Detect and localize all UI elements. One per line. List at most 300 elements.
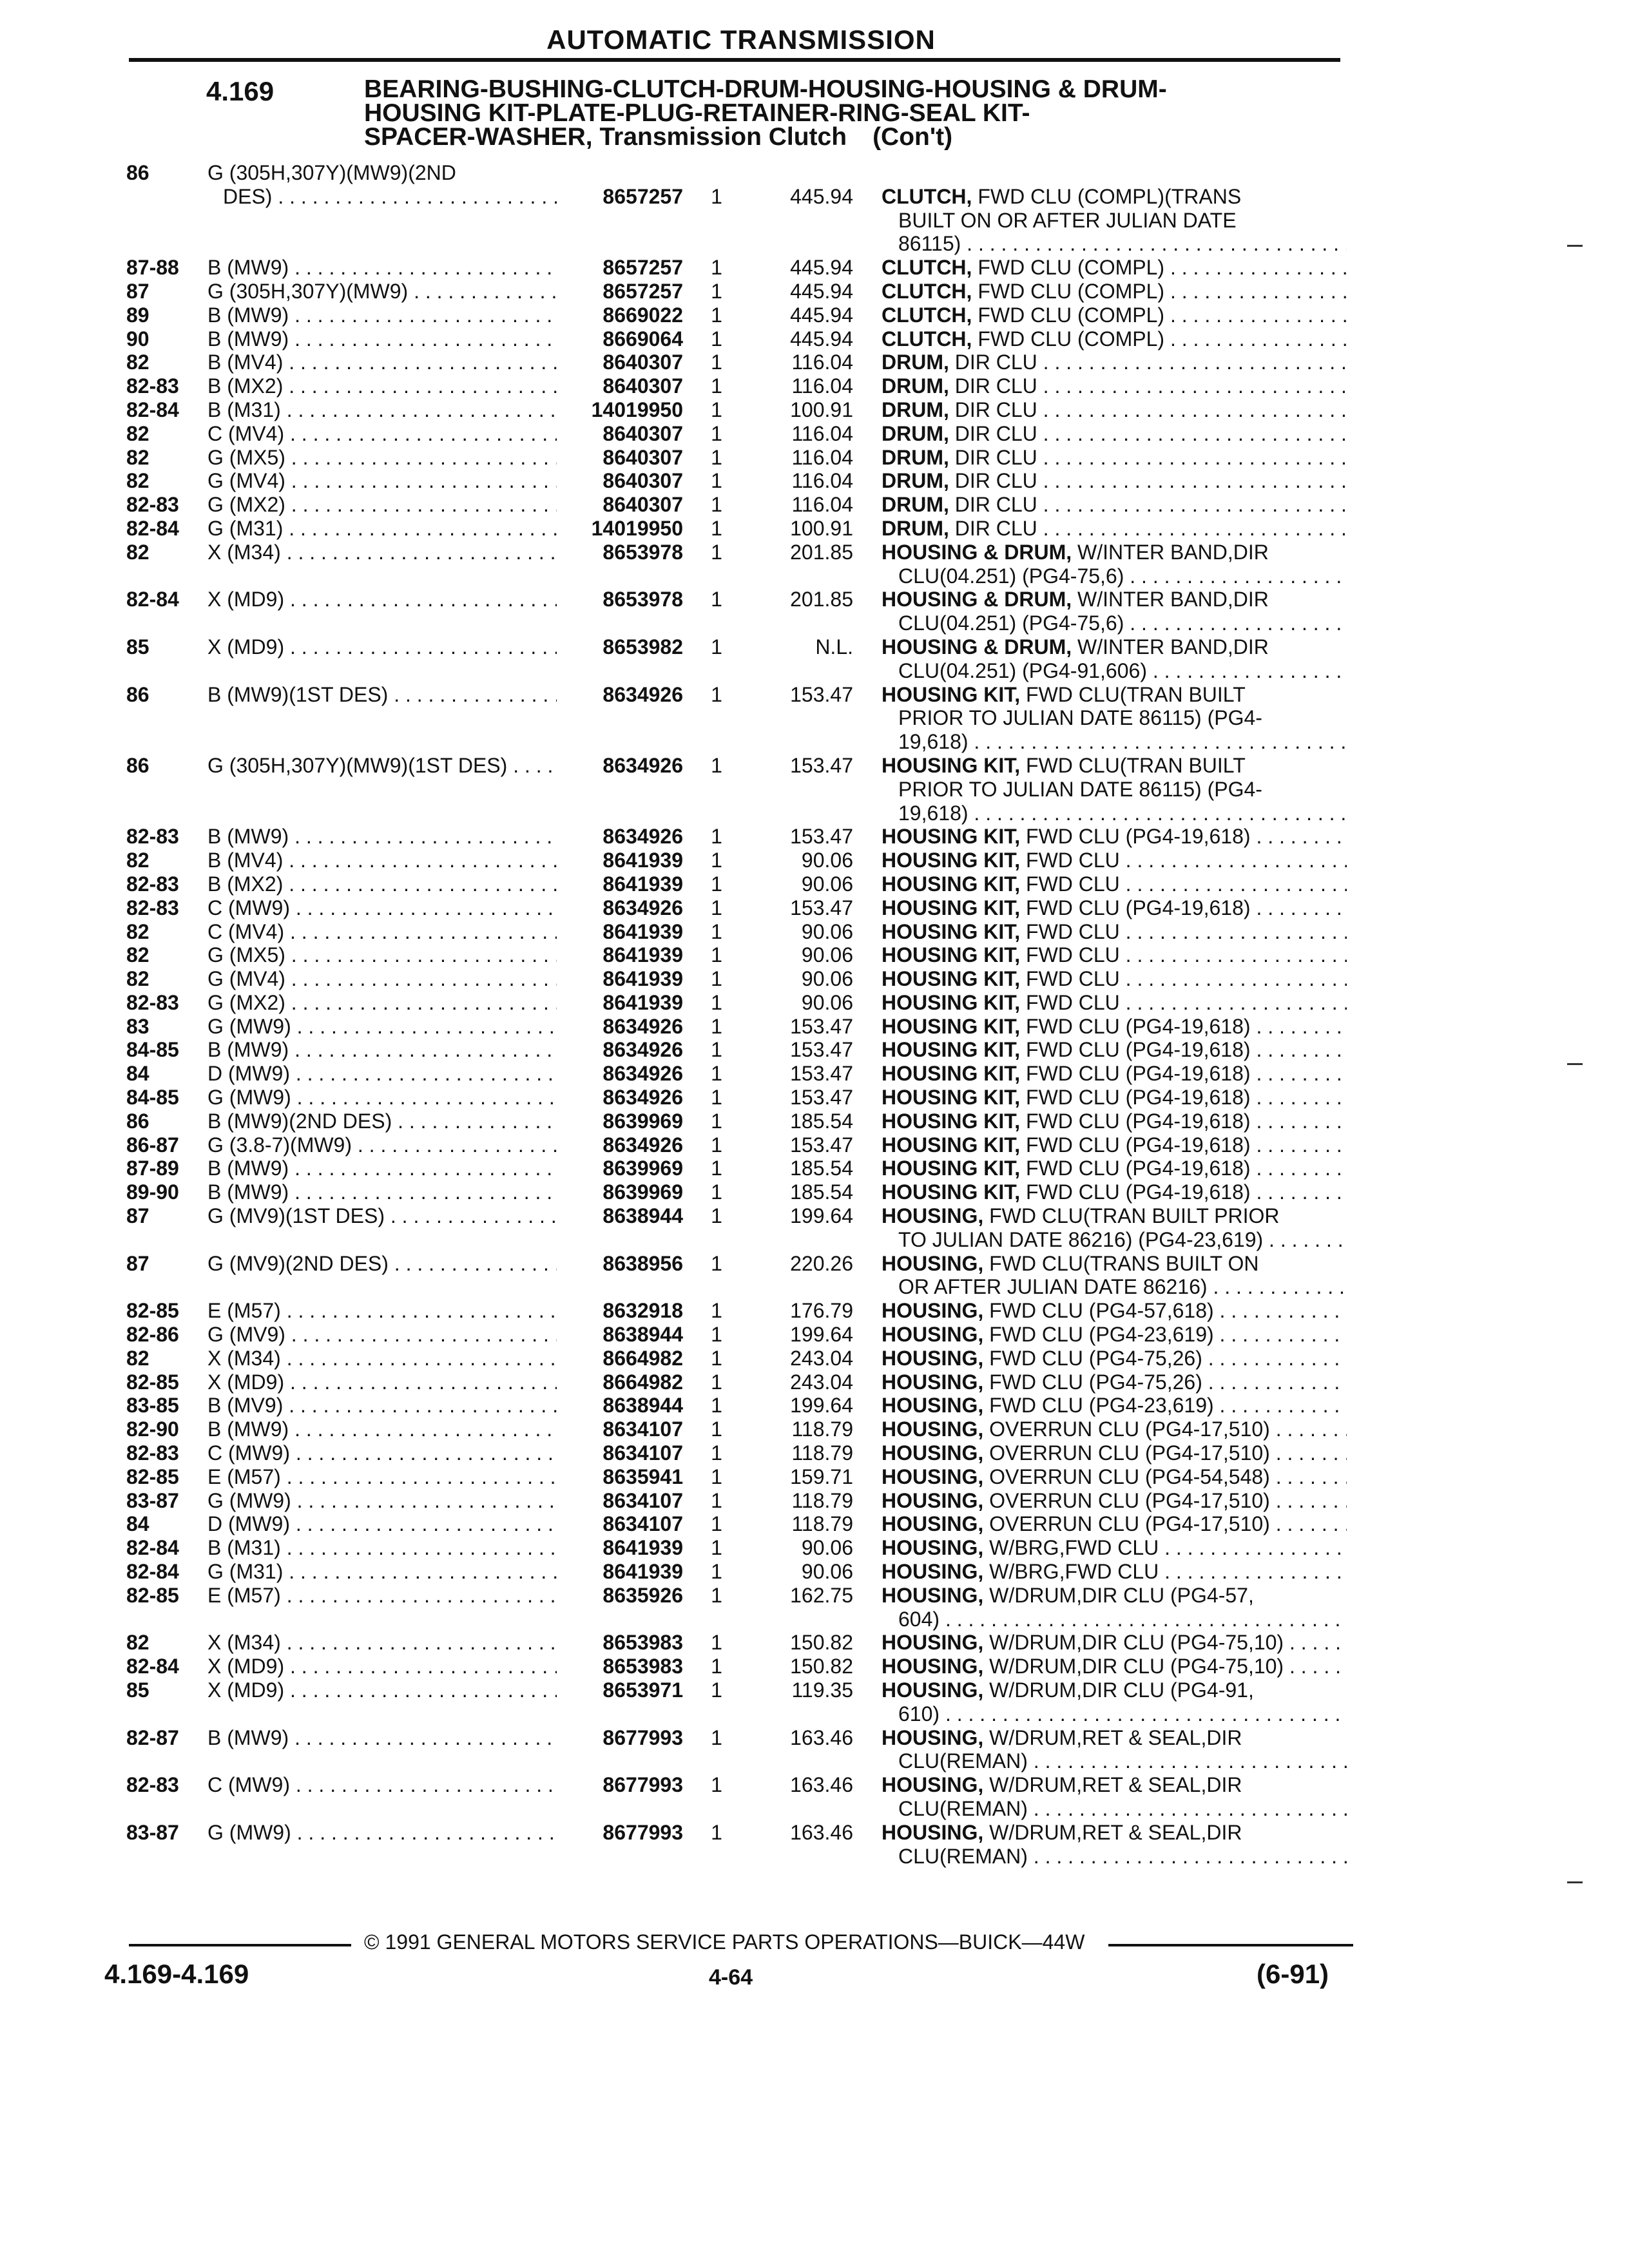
usage-description: [207, 1678, 557, 1702]
table-row: [0, 1560, 1629, 1584]
part-number: 8641939: [602, 967, 683, 991]
part-name: [898, 209, 1347, 233]
usage-text: B (MW9) . . .: [207, 1726, 557, 1749]
header-title: AUTOMATIC TRANSMISSION: [546, 24, 936, 55]
part-name-bold: DRUM,: [882, 374, 949, 398]
usage-description: [207, 1299, 557, 1323]
table-row: [0, 374, 1629, 398]
table-row: [0, 517, 1629, 541]
margin-mark: [1567, 1881, 1583, 1883]
figure-number: 82-83: [126, 990, 179, 1014]
part-number: 8634926: [602, 825, 683, 849]
quantity: 1: [711, 1346, 722, 1370]
part-name: [882, 1157, 1347, 1180]
usage-text: G (305H,307Y)(MW9)(1ST DES) . . .: [207, 754, 557, 777]
footer-date-code: (6-91): [1257, 1959, 1329, 1989]
table-row: [0, 256, 1629, 280]
part-name: [882, 1038, 1347, 1062]
usage-description: [207, 493, 557, 517]
part-detail: FWD CLU (PG4-19,618) . . .: [1026, 896, 1347, 919]
part-name-bold: HOUSING & DRUM,: [882, 635, 1072, 658]
part-number: 8653983: [602, 1655, 683, 1678]
table-row: [0, 446, 1629, 470]
part-detail: FWD CLU (PG4-19,618) . . .: [1026, 1180, 1347, 1204]
part-detail: 604) . . .: [898, 1608, 1347, 1631]
usage-text: X (MD9) . . .: [207, 1655, 557, 1678]
part-detail: FWD CLU (PG4-19,618) . . .: [1026, 825, 1347, 848]
quantity: 1: [711, 1014, 722, 1038]
part-name: [882, 872, 1347, 896]
table-row: [0, 1584, 1629, 1631]
usage-description: [207, 683, 557, 707]
usage-description: [207, 1015, 557, 1039]
part-number: 8635941: [602, 1465, 683, 1488]
part-number: 8657257: [602, 256, 683, 280]
figure-number: 87-89: [126, 1157, 179, 1180]
usage-description: [207, 872, 557, 896]
part-name-bold: CLUTCH,: [882, 184, 972, 208]
usage-description: [207, 635, 557, 659]
part-name: [882, 920, 1347, 944]
part-number: 8639969: [602, 1157, 683, 1180]
figure-number: 82-84: [126, 1655, 179, 1678]
part-number: 8640307: [602, 374, 683, 398]
table-row: [0, 943, 1629, 967]
quantity: 1: [711, 1251, 722, 1275]
table-row: [0, 1086, 1629, 1110]
figure-number: 82-83: [126, 374, 179, 398]
part-number: 8640307: [602, 421, 683, 445]
part-detail: DIR CLU . . .: [955, 469, 1347, 492]
part-detail: FWD CLU (PG4-19,618) . . .: [1026, 1110, 1347, 1133]
section-heading-text: SPACER-WASHER, Transmission Clutch: [364, 123, 847, 151]
usage-description: [207, 446, 557, 470]
usage-description: [207, 280, 557, 303]
usage-description: [207, 1204, 557, 1228]
usage-description: [207, 1394, 557, 1418]
part-detail: W/DRUM,RET & SEAL,DIR: [989, 1773, 1242, 1797]
figure-number: 82-85: [126, 1583, 179, 1607]
usage-description: [207, 398, 557, 422]
part-name: [882, 256, 1347, 280]
price: 185.54: [790, 1157, 853, 1180]
part-name: [898, 1845, 1347, 1869]
usage-text: B (MW9) . . .: [207, 825, 557, 848]
part-name: [898, 232, 1347, 256]
part-number: 8653983: [602, 1631, 683, 1655]
part-detail: DIR CLU . . .: [955, 351, 1347, 374]
usage-description: [207, 1110, 557, 1133]
price: 159.71: [790, 1465, 853, 1488]
price: 153.47: [790, 825, 853, 849]
part-detail: CLU(REMAN) . . .: [898, 1797, 1347, 1820]
figure-number: 82: [126, 469, 149, 493]
price: N.L.: [815, 635, 853, 658]
part-name: [882, 1560, 1347, 1584]
quantity: 1: [711, 327, 722, 351]
figure-number: 82-86: [126, 1323, 179, 1347]
part-number: 8653978: [602, 540, 683, 564]
part-name: [898, 778, 1347, 802]
figure-number: 82-85: [126, 1299, 179, 1323]
usage-description: [207, 1560, 557, 1584]
part-name-bold: CLUTCH,: [882, 256, 972, 280]
price: 445.94: [790, 184, 853, 208]
part-name: [882, 683, 1347, 707]
table-row: [0, 303, 1629, 327]
figure-number: 83-87: [126, 1820, 179, 1844]
table-row: [0, 896, 1629, 920]
part-name: [882, 967, 1347, 991]
usage-description: [207, 541, 557, 564]
quantity: 1: [711, 1062, 722, 1086]
part-name: [898, 1797, 1347, 1821]
part-number: 8638956: [602, 1251, 683, 1275]
part-detail: DIR CLU . . .: [955, 374, 1347, 398]
table-row: [0, 1821, 1629, 1869]
part-number: 8677993: [602, 1773, 683, 1797]
part-detail: 19,618) . . .: [898, 802, 1347, 825]
part-detail: FWD CLU (PG4-75,26) . . .: [989, 1347, 1347, 1370]
part-name-bold: HOUSING,: [882, 1512, 984, 1536]
part-name-bold: HOUSING,: [882, 1323, 984, 1347]
usage-description: [207, 896, 557, 920]
usage-description: [207, 991, 557, 1015]
part-name-bold: DRUM,: [882, 351, 949, 374]
part-number: 8677993: [602, 1820, 683, 1844]
part-name-bold: HOUSING,: [882, 1370, 984, 1394]
price: 90.06: [801, 849, 853, 872]
section-number: 4.169: [206, 76, 275, 106]
part-number: 8634107: [602, 1418, 683, 1441]
part-detail: TO JULIAN DATE 86216) (PG4-23,619) . . .: [898, 1228, 1347, 1251]
part-number: 8634107: [602, 1441, 683, 1465]
part-detail: FWD CLU(TRANS BUILT ON: [989, 1251, 1259, 1275]
figure-number: 84: [126, 1512, 149, 1536]
part-detail: FWD CLU (COMPL) . . .: [978, 256, 1347, 279]
part-detail: FWD CLU(TRAN BUILT: [1026, 753, 1246, 777]
part-name: [882, 896, 1347, 920]
part-number: 8641939: [602, 919, 683, 943]
part-number: 14019950: [591, 516, 683, 540]
table-row: [0, 1110, 1629, 1133]
part-name: [882, 991, 1347, 1015]
usage-text: G (MV4) . . .: [207, 469, 557, 492]
table-row: [0, 1157, 1629, 1180]
continued-label: (Con't): [872, 123, 953, 151]
usage-text: B (M31) . . .: [207, 1536, 557, 1559]
part-number: 8640307: [602, 469, 683, 493]
part-name: [882, 1678, 1347, 1702]
quantity: 1: [711, 1133, 722, 1157]
quantity: 1: [711, 1441, 722, 1465]
part-name: [882, 1512, 1347, 1536]
part-detail: W/INTER BAND,DIR: [1077, 540, 1269, 564]
usage-text: G (MV4) . . .: [207, 967, 557, 990]
part-number: 8641939: [602, 990, 683, 1014]
figure-number: 82-90: [126, 1418, 179, 1441]
quantity: 1: [711, 635, 722, 658]
part-name-bold: HOUSING KIT,: [882, 1157, 1021, 1180]
part-number: 8640307: [602, 351, 683, 374]
part-name-bold: HOUSING,: [882, 1655, 984, 1678]
part-name-bold: HOUSING KIT,: [882, 825, 1021, 849]
part-name-bold: HOUSING KIT,: [882, 682, 1021, 706]
part-number: 8634926: [602, 682, 683, 706]
price: 90.06: [801, 872, 853, 896]
usage-text: B (MW9) . . .: [207, 1180, 557, 1204]
price: 220.26: [790, 1251, 853, 1275]
usage-description: [207, 825, 557, 849]
usage-text: B (MW9) . . .: [207, 1418, 557, 1441]
usage-text: DES) . . .: [223, 185, 557, 208]
part-name-bold: HOUSING,: [882, 1418, 984, 1441]
quantity: 1: [711, 1583, 722, 1607]
section-heading-line: HOUSING KIT-PLATE-PLUG-RETAINER-RING-SEAL KIT-: [364, 99, 1030, 127]
quantity: 1: [711, 588, 722, 611]
figure-number: 84: [126, 1062, 149, 1086]
figure-number: 82-84: [126, 398, 179, 421]
part-number: 8664982: [602, 1346, 683, 1370]
part-name: [882, 185, 1347, 209]
part-name-bold: HOUSING KIT,: [882, 1062, 1021, 1086]
part-detail: W/BRG,FWD CLU . . .: [989, 1536, 1347, 1559]
usage-text: G (305H,307Y)(MW9)(2ND: [207, 161, 456, 184]
price: 445.94: [790, 327, 853, 351]
price: 445.94: [790, 256, 853, 280]
parts-table: [0, 161, 1629, 1868]
usage-description: [207, 1252, 557, 1276]
quantity: 1: [711, 256, 722, 280]
part-name: [898, 802, 1347, 825]
part-name-bold: HOUSING,: [882, 1488, 984, 1512]
margin-mark: [1567, 245, 1583, 247]
quantity: 1: [711, 943, 722, 967]
usage-text: G (MX2) . . .: [207, 493, 557, 516]
part-name-bold: HOUSING KIT,: [882, 990, 1021, 1014]
part-name: [882, 1631, 1347, 1655]
part-name: [898, 1275, 1347, 1299]
quantity: 1: [711, 1678, 722, 1702]
part-name-bold: DRUM,: [882, 398, 949, 421]
part-detail: OVERRUN CLU (PG4-17,510) . . .: [989, 1418, 1347, 1441]
usage-description: [207, 1157, 557, 1180]
usage-text: C (MV4) . . .: [207, 422, 557, 445]
part-name-bold: HOUSING,: [882, 1560, 984, 1584]
part-detail: CLU(04.251) (PG4-75,6) . . .: [898, 564, 1347, 588]
usage-description: [207, 1062, 557, 1086]
part-name-bold: HOUSING,: [882, 1773, 984, 1797]
usage-text: G (MV9)(1ST DES) . . .: [207, 1204, 557, 1227]
usage-description: [223, 185, 557, 209]
quantity: 1: [711, 1109, 722, 1133]
price: 153.47: [790, 896, 853, 919]
part-detail: OVERRUN CLU (PG4-17,510) . . .: [989, 1512, 1347, 1535]
part-detail: FWD CLU (PG4-19,618) . . .: [1026, 1038, 1347, 1061]
quantity: 1: [711, 1323, 722, 1347]
part-detail: FWD CLU (COMPL) . . .: [978, 303, 1347, 327]
usage-description: [207, 469, 557, 493]
usage-description: [207, 256, 557, 280]
quantity: 1: [711, 469, 722, 493]
usage-text: D (MW9) . . .: [207, 1062, 557, 1085]
part-detail: FWD CLU (PG4-19,618) . . .: [1026, 1062, 1347, 1085]
quantity: 1: [711, 398, 722, 421]
quantity: 1: [711, 990, 722, 1014]
quantity: 1: [711, 184, 722, 208]
part-name-bold: CLUTCH,: [882, 303, 972, 327]
figure-number: 87: [126, 279, 149, 303]
usage-text: G (MW9) . . .: [207, 1086, 557, 1109]
part-detail: FWD CLU . . .: [1026, 872, 1347, 896]
part-detail: FWD CLU (PG4-19,618) . . .: [1026, 1086, 1347, 1109]
part-detail: W/INTER BAND,DIR: [1077, 635, 1269, 658]
price: 445.94: [790, 279, 853, 303]
quantity: 1: [711, 351, 722, 374]
quantity: 1: [711, 1820, 722, 1844]
price: 118.79: [791, 1441, 853, 1465]
table-row: [0, 398, 1629, 422]
quantity: 1: [711, 421, 722, 445]
figure-number: 86: [126, 682, 149, 706]
price: 163.46: [790, 1820, 853, 1844]
part-detail: BUILT ON OR AFTER JULIAN DATE: [898, 208, 1237, 232]
table-row: [0, 1465, 1629, 1489]
usage-description: [207, 1370, 557, 1394]
figure-number: 82: [126, 967, 149, 991]
usage-text: B (MW9) . . .: [207, 327, 557, 351]
figure-number: 82-84: [126, 1536, 179, 1560]
quantity: 1: [711, 1394, 722, 1418]
part-name-bold: HOUSING KIT,: [882, 849, 1021, 872]
usage-description: [207, 374, 557, 398]
part-detail: OVERRUN CLU (PG4-17,510) . . .: [989, 1489, 1347, 1512]
usage-description: [207, 517, 557, 541]
usage-description: [207, 1773, 557, 1797]
part-name: [898, 564, 1347, 588]
usage-text: G (3.8-7)(MW9) . . .: [207, 1133, 557, 1157]
part-detail: CLU(REMAN) . . .: [898, 1749, 1347, 1773]
quantity: 1: [711, 1086, 722, 1110]
figure-number: 87: [126, 1204, 149, 1228]
usage-description: [207, 351, 557, 374]
part-name: [882, 446, 1347, 470]
price: 118.79: [791, 1418, 853, 1441]
part-name: [882, 1394, 1347, 1418]
part-number: 8639969: [602, 1109, 683, 1133]
part-number: 8669022: [602, 303, 683, 327]
part-name: [882, 1110, 1347, 1133]
price: 153.47: [790, 1014, 853, 1038]
usage-text: B (MX2) . . .: [207, 374, 557, 398]
usage-description: [207, 1726, 557, 1750]
figure-number: 83-87: [126, 1488, 179, 1512]
quantity: 1: [711, 825, 722, 849]
part-detail: W/BRG,FWD CLU . . .: [989, 1560, 1347, 1583]
figure-number: 82-83: [126, 493, 179, 517]
usage-description: [207, 943, 557, 967]
price: 153.47: [790, 682, 853, 706]
quantity: 1: [711, 1038, 722, 1062]
figure-number: 82: [126, 943, 149, 967]
price: 153.47: [790, 753, 853, 777]
part-name: [882, 422, 1347, 446]
part-name: [882, 1347, 1347, 1370]
footer-copyright: © 1991 GENERAL MOTORS SERVICE PARTS OPERATIONS—BUICK—44W: [364, 1930, 1085, 1954]
usage-description: [207, 1323, 557, 1347]
part-detail: DIR CLU . . .: [955, 517, 1347, 540]
usage-text: C (MW9) . . .: [207, 1773, 557, 1796]
part-name: [882, 1086, 1347, 1110]
usage-text: E (M57) . . .: [207, 1584, 557, 1607]
usage-text: B (MV4) . . .: [207, 849, 557, 872]
part-name-bold: HOUSING,: [882, 1678, 984, 1702]
table-row: [0, 754, 1629, 825]
part-name: [882, 1821, 1347, 1845]
figure-number: 82-83: [126, 1441, 179, 1465]
part-name-bold: HOUSING,: [882, 1299, 984, 1323]
part-detail: 19,618) . . .: [898, 730, 1347, 753]
usage-text: G (MX5) . . .: [207, 446, 557, 469]
quantity: 1: [711, 1536, 722, 1560]
table-row: [0, 1726, 1629, 1774]
price: 90.06: [801, 1536, 853, 1560]
part-detail: 610) . . .: [898, 1702, 1347, 1725]
quantity: 1: [711, 1180, 722, 1204]
figure-number: 87: [126, 1251, 149, 1275]
figure-number: 82-84: [126, 1560, 179, 1584]
figure-number: 82-84: [126, 588, 179, 611]
usage-text: B (MX2) . . .: [207, 872, 557, 896]
part-name: [882, 303, 1347, 327]
usage-text: X (MD9) . . .: [207, 1370, 557, 1394]
part-name-bold: HOUSING KIT,: [882, 1014, 1021, 1038]
part-name: [882, 849, 1347, 872]
part-detail: W/DRUM,DIR CLU (PG4-75,10) . . .: [989, 1655, 1347, 1678]
part-name: [882, 1370, 1347, 1394]
part-name-bold: CLUTCH,: [882, 327, 972, 351]
quantity: 1: [711, 279, 722, 303]
table-row: [0, 327, 1629, 351]
quantity: 1: [711, 849, 722, 872]
part-number: 8641939: [602, 849, 683, 872]
quantity: 1: [711, 896, 722, 919]
usage-text: C (MW9) . . .: [207, 896, 557, 919]
part-detail: DIR CLU . . .: [955, 446, 1347, 469]
price: 445.94: [790, 303, 853, 327]
part-detail: W/DRUM,RET & SEAL,DIR: [989, 1820, 1242, 1844]
figure-number: 82: [126, 421, 149, 445]
usage-text: E (M57) . . .: [207, 1299, 557, 1322]
part-name-bold: HOUSING KIT,: [882, 1086, 1021, 1110]
usage-text: G (MX2) . . .: [207, 991, 557, 1014]
part-number: 8657257: [602, 279, 683, 303]
table-row: [0, 1441, 1629, 1465]
part-name: [882, 469, 1347, 493]
part-name: [882, 754, 1347, 778]
quantity: 1: [711, 303, 722, 327]
part-number: 8635926: [602, 1583, 683, 1607]
part-name: [882, 1180, 1347, 1204]
price: 118.79: [791, 1512, 853, 1536]
part-name: [882, 280, 1347, 303]
part-number: 8638944: [602, 1323, 683, 1347]
part-name: [882, 1323, 1347, 1347]
usage-text: G (MV9) . . .: [207, 1323, 557, 1346]
part-number: 8634926: [602, 1086, 683, 1110]
part-name: [882, 327, 1347, 351]
part-number: 8640307: [602, 445, 683, 469]
